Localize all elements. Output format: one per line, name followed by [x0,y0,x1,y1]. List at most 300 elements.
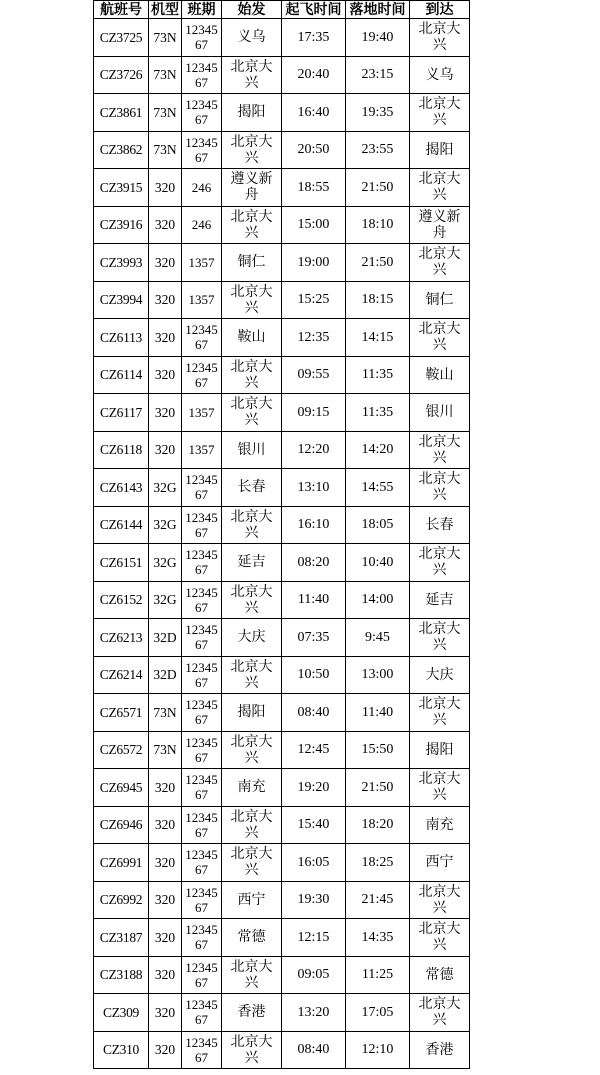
cell-destination [410,619,470,657]
cell-origin [222,319,282,357]
cell-schedule-days-text: 1234567 [185,847,218,878]
cell-origin [222,844,282,882]
cell-origin-text: 义乌 [237,29,266,46]
cell-aircraft-type: 320 [149,1031,182,1069]
cell-destination-text: 延吉 [425,591,454,608]
cell-destination [410,656,470,694]
cell-departure-time: 20:40 [282,56,346,94]
cell-origin [222,731,282,769]
cell-origin-text: 北京大兴 [230,658,273,691]
cell-destination [410,169,470,207]
cell-departure-time: 18:55 [282,169,346,207]
cell-arrival-time: 14:55 [346,469,410,507]
header-flight-number: 航班号 [94,1,149,19]
cell-destination-text: 常德 [425,966,454,983]
cell-schedule-days [182,881,222,919]
cell-schedule-days-text: 1234567 [185,322,218,353]
cell-destination [410,694,470,732]
cell-origin [222,169,282,207]
cell-destination-text: 义乌 [425,66,454,83]
cell-destination [410,394,470,432]
cell-schedule-days [182,131,222,169]
cell-origin-text: 银川 [237,441,266,458]
cell-schedule-days [182,769,222,807]
cell-departure-time: 19:00 [282,244,346,282]
cell-destination-text: 北京大兴 [418,21,461,54]
table-row [94,619,470,657]
cell-departure-time: 07:35 [282,619,346,657]
cell-aircraft-type: 320 [149,844,182,882]
cell-schedule-days [182,694,222,732]
cell-origin-text: 遵义新舟 [230,171,273,204]
cell-arrival-time: 12:10 [346,1031,410,1069]
table-row [94,19,470,57]
cell-origin [222,356,282,394]
cell-arrival-time: 14:00 [346,581,410,619]
cell-schedule-days-text: 1357 [188,292,215,308]
cell-schedule-days [182,506,222,544]
table-row [94,131,470,169]
table-row [94,356,470,394]
header-departure-time: 起飞时间 [282,1,346,19]
cell-flight-number: CZ6113 [94,319,149,357]
cell-aircraft-type: 32G [149,469,182,507]
cell-schedule-days-text: 1234567 [185,884,218,915]
cell-aircraft-type: 320 [149,994,182,1032]
cell-origin-text: 北京大兴 [230,133,273,166]
cell-destination-text: 银川 [425,404,454,421]
cell-destination [410,731,470,769]
cell-origin-text: 常德 [237,929,266,946]
cell-origin [222,206,282,244]
cell-origin [222,956,282,994]
cell-destination [410,94,470,132]
cell-schedule-days-text: 1234567 [185,959,218,990]
cell-origin [222,881,282,919]
cell-flight-number: CZ3994 [94,281,149,319]
cell-departure-time: 15:25 [282,281,346,319]
cell-arrival-time: 18:15 [346,281,410,319]
cell-origin [222,769,282,807]
table-row [94,244,470,282]
table-row [94,469,470,507]
cell-schedule-days [182,281,222,319]
cell-arrival-time: 21:50 [346,169,410,207]
cell-destination-text: 鞍山 [425,366,454,383]
cell-schedule-days [182,431,222,469]
cell-flight-number: CZ6992 [94,881,149,919]
table-row [94,844,470,882]
cell-destination [410,581,470,619]
cell-origin-text: 揭阳 [237,104,266,121]
cell-schedule-days-text: 1234567 [185,772,218,803]
cell-origin-text: 北京大兴 [230,733,273,766]
cell-departure-time: 16:05 [282,844,346,882]
cell-departure-time: 09:05 [282,956,346,994]
cell-schedule-days [182,731,222,769]
cell-aircraft-type: 73N [149,19,182,57]
cell-departure-time: 15:00 [282,206,346,244]
cell-schedule-days [182,169,222,207]
cell-schedule-days [182,206,222,244]
cell-arrival-time: 13:00 [346,656,410,694]
cell-destination [410,206,470,244]
cell-flight-number: CZ6571 [94,694,149,732]
cell-schedule-days [182,844,222,882]
header-origin: 始发 [222,1,282,19]
cell-schedule-days-text: 1357 [188,254,215,270]
cell-arrival-time: 15:50 [346,731,410,769]
cell-departure-time: 20:50 [282,131,346,169]
cell-aircraft-type: 73N [149,131,182,169]
table-row [94,169,470,207]
cell-arrival-time: 11:35 [346,356,410,394]
cell-schedule-days [182,1031,222,1069]
cell-arrival-time: 18:05 [346,506,410,544]
cell-flight-number: CZ3861 [94,94,149,132]
cell-flight-number: CZ3915 [94,169,149,207]
cell-arrival-time: 21:50 [346,769,410,807]
cell-origin-text: 北京大兴 [230,208,273,241]
cell-flight-number: CZ3725 [94,19,149,57]
cell-schedule-days-text: 1234567 [185,22,218,53]
cell-arrival-time: 17:05 [346,994,410,1032]
table-row [94,281,470,319]
cell-aircraft-type: 320 [149,769,182,807]
cell-schedule-days [182,356,222,394]
cell-origin [222,1031,282,1069]
cell-schedule-days [182,94,222,132]
cell-departure-time: 19:30 [282,881,346,919]
cell-destination-text: 北京大兴 [418,246,461,279]
cell-destination-text: 北京大兴 [418,771,461,804]
cell-arrival-time: 11:40 [346,694,410,732]
cell-departure-time: 08:20 [282,544,346,582]
table-row [94,731,470,769]
cell-origin-text: 北京大兴 [230,583,273,616]
cell-destination [410,19,470,57]
cell-destination-text: 北京大兴 [418,996,461,1029]
cell-aircraft-type: 32G [149,581,182,619]
cell-schedule-days [182,319,222,357]
cell-schedule-days [182,394,222,432]
cell-arrival-time: 18:20 [346,806,410,844]
cell-destination [410,281,470,319]
cell-schedule-days [182,994,222,1032]
cell-origin-text: 延吉 [237,554,266,571]
cell-schedule-days [182,581,222,619]
cell-departure-time: 17:35 [282,19,346,57]
table-row [94,769,470,807]
cell-destination [410,994,470,1032]
header-schedule-days: 班期 [182,1,222,19]
flight-schedule-table [93,0,470,1069]
cell-flight-number: CZ6572 [94,731,149,769]
cell-flight-number: CZ3862 [94,131,149,169]
cell-destination-text: 遵义新舟 [418,208,461,241]
cell-destination-text: 长春 [425,516,454,533]
cell-destination [410,131,470,169]
cell-arrival-time: 14:15 [346,319,410,357]
cell-destination-text: 香港 [425,1041,454,1058]
cell-schedule-days-text: 1234567 [185,472,218,503]
cell-flight-number: CZ3993 [94,244,149,282]
cell-aircraft-type: 320 [149,356,182,394]
table-body [94,19,470,1069]
cell-destination [410,431,470,469]
cell-departure-time: 08:40 [282,1031,346,1069]
cell-destination [410,506,470,544]
cell-flight-number: CZ6144 [94,506,149,544]
cell-departure-time: 09:15 [282,394,346,432]
cell-origin-text: 长春 [237,479,266,496]
cell-origin-text: 北京大兴 [230,958,273,991]
cell-flight-number: CZ3916 [94,206,149,244]
table-row [94,806,470,844]
cell-destination [410,544,470,582]
cell-aircraft-type: 320 [149,956,182,994]
cell-arrival-time: 11:35 [346,394,410,432]
cell-flight-number: CZ6118 [94,431,149,469]
cell-flight-number: CZ6143 [94,469,149,507]
cell-schedule-days-text: 1234567 [185,59,218,90]
cell-schedule-days [182,469,222,507]
cell-origin [222,506,282,544]
cell-flight-number: CZ3726 [94,56,149,94]
cell-origin [222,919,282,957]
table-row [94,431,470,469]
cell-origin [222,806,282,844]
cell-schedule-days-text: 1234567 [185,697,218,728]
cell-origin [222,131,282,169]
cell-flight-number: CZ6945 [94,769,149,807]
cell-flight-number: CZ6151 [94,544,149,582]
cell-schedule-days [182,956,222,994]
cell-destination [410,356,470,394]
cell-departure-time: 13:10 [282,469,346,507]
cell-origin [222,581,282,619]
table-row [94,956,470,994]
cell-schedule-days [182,656,222,694]
cell-origin [222,94,282,132]
cell-aircraft-type: 32D [149,656,182,694]
cell-destination-text: 北京大兴 [418,96,461,129]
cell-aircraft-type: 320 [149,169,182,207]
cell-origin [222,619,282,657]
cell-destination-text: 北京大兴 [418,621,461,654]
cell-aircraft-type: 73N [149,94,182,132]
cell-destination-text: 北京大兴 [418,546,461,579]
cell-origin [222,694,282,732]
cell-schedule-days-text: 246 [191,217,212,233]
cell-arrival-time: 11:25 [346,956,410,994]
cell-origin-text: 香港 [237,1004,266,1021]
cell-schedule-days-text: 1234567 [185,922,218,953]
cell-origin [222,994,282,1032]
table-row [94,881,470,919]
cell-arrival-time: 14:35 [346,919,410,957]
cell-flight-number: CZ6114 [94,356,149,394]
cell-destination-text: 西宁 [425,854,454,871]
cell-schedule-days-text: 1357 [188,442,215,458]
cell-schedule-days-text: 1234567 [185,659,218,690]
cell-destination [410,244,470,282]
cell-origin [222,544,282,582]
cell-origin-text: 揭阳 [237,704,266,721]
cell-schedule-days-text: 1234567 [185,734,218,765]
cell-arrival-time: 21:50 [346,244,410,282]
cell-origin-text: 北京大兴 [230,808,273,841]
cell-schedule-days-text: 1234567 [185,509,218,540]
cell-schedule-days-text: 246 [191,179,212,195]
table-row [94,319,470,357]
cell-aircraft-type: 320 [149,206,182,244]
cell-destination [410,469,470,507]
cell-origin [222,656,282,694]
cell-schedule-days-text: 1234567 [185,134,218,165]
cell-departure-time: 19:20 [282,769,346,807]
cell-origin-text: 北京大兴 [230,508,273,541]
header-aircraft-type: 机型 [149,1,182,19]
cell-schedule-days-text: 1234567 [185,809,218,840]
table-row [94,919,470,957]
cell-origin-text: 北京大兴 [230,358,273,391]
cell-aircraft-type: 73N [149,56,182,94]
cell-arrival-time: 10:40 [346,544,410,582]
cell-departure-time: 11:40 [282,581,346,619]
cell-flight-number: CZ6213 [94,619,149,657]
cell-aircraft-type: 32G [149,506,182,544]
table-row [94,694,470,732]
cell-aircraft-type: 320 [149,281,182,319]
table-row [94,1031,470,1069]
cell-departure-time: 08:40 [282,694,346,732]
cell-origin [222,281,282,319]
cell-departure-time: 10:50 [282,656,346,694]
cell-destination-text: 揭阳 [425,741,454,758]
cell-aircraft-type: 320 [149,919,182,957]
cell-departure-time: 16:10 [282,506,346,544]
cell-origin-text: 北京大兴 [230,1033,273,1066]
cell-origin-text: 北京大兴 [230,283,273,316]
cell-aircraft-type: 320 [149,244,182,282]
cell-schedule-days [182,544,222,582]
cell-aircraft-type: 320 [149,881,182,919]
cell-flight-number: CZ6991 [94,844,149,882]
cell-destination [410,1031,470,1069]
cell-origin [222,394,282,432]
table-header-row [94,1,470,19]
cell-arrival-time: 19:40 [346,19,410,57]
cell-schedule-days [182,619,222,657]
cell-destination [410,956,470,994]
table-row [94,544,470,582]
cell-departure-time: 12:20 [282,431,346,469]
cell-origin-text: 鞍山 [237,329,266,346]
cell-destination-text: 南充 [425,816,454,833]
table-row [94,94,470,132]
cell-origin-text: 铜仁 [237,254,266,271]
cell-aircraft-type: 73N [149,731,182,769]
cell-destination-text: 北京大兴 [418,171,461,204]
cell-destination-text: 北京大兴 [418,921,461,954]
table-row [94,506,470,544]
cell-departure-time: 09:55 [282,356,346,394]
cell-destination [410,769,470,807]
cell-origin-text: 北京大兴 [230,846,273,879]
cell-flight-number: CZ6152 [94,581,149,619]
cell-schedule-days-text: 1234567 [185,97,218,128]
cell-destination-text: 北京大兴 [418,883,461,916]
header-destination: 到达 [410,1,470,19]
table-row [94,581,470,619]
cell-schedule-days-text: 1234567 [185,547,218,578]
cell-flight-number: CZ6117 [94,394,149,432]
cell-flight-number: CZ3188 [94,956,149,994]
cell-flight-number: CZ310 [94,1031,149,1069]
cell-schedule-days [182,244,222,282]
cell-destination-text: 北京大兴 [418,696,461,729]
cell-aircraft-type: 320 [149,394,182,432]
cell-departure-time: 13:20 [282,994,346,1032]
cell-origin-text: 大庆 [237,629,266,646]
cell-destination [410,919,470,957]
cell-aircraft-type: 320 [149,431,182,469]
table-row [94,994,470,1032]
cell-destination [410,319,470,357]
cell-arrival-time: 19:35 [346,94,410,132]
cell-arrival-time: 18:10 [346,206,410,244]
cell-destination-text: 北京大兴 [418,433,461,466]
cell-destination-text: 铜仁 [425,291,454,308]
cell-origin-text: 西宁 [237,891,266,908]
cell-destination-text: 北京大兴 [418,471,461,504]
cell-flight-number: CZ6946 [94,806,149,844]
cell-destination [410,844,470,882]
cell-aircraft-type: 73N [149,694,182,732]
cell-schedule-days-text: 1234567 [185,359,218,390]
cell-departure-time: 16:40 [282,94,346,132]
cell-schedule-days [182,19,222,57]
cell-destination-text: 大庆 [425,666,454,683]
cell-origin-text: 南充 [237,779,266,796]
cell-schedule-days [182,919,222,957]
cell-schedule-days [182,56,222,94]
cell-departure-time: 12:35 [282,319,346,357]
cell-origin [222,469,282,507]
cell-origin [222,244,282,282]
cell-origin [222,56,282,94]
cell-arrival-time: 23:15 [346,56,410,94]
cell-schedule-days-text: 1234567 [185,997,218,1028]
table-row [94,56,470,94]
cell-destination [410,881,470,919]
cell-destination-text: 揭阳 [425,141,454,158]
table-row [94,394,470,432]
cell-destination [410,56,470,94]
cell-destination [410,806,470,844]
cell-schedule-days [182,806,222,844]
cell-aircraft-type: 32D [149,619,182,657]
cell-departure-time: 15:40 [282,806,346,844]
cell-schedule-days-text: 1234567 [185,584,218,615]
cell-departure-time: 12:45 [282,731,346,769]
cell-flight-number: CZ309 [94,994,149,1032]
cell-arrival-time: 9:45 [346,619,410,657]
cell-flight-number: CZ6214 [94,656,149,694]
cell-origin [222,19,282,57]
cell-schedule-days-text: 1234567 [185,1034,218,1065]
